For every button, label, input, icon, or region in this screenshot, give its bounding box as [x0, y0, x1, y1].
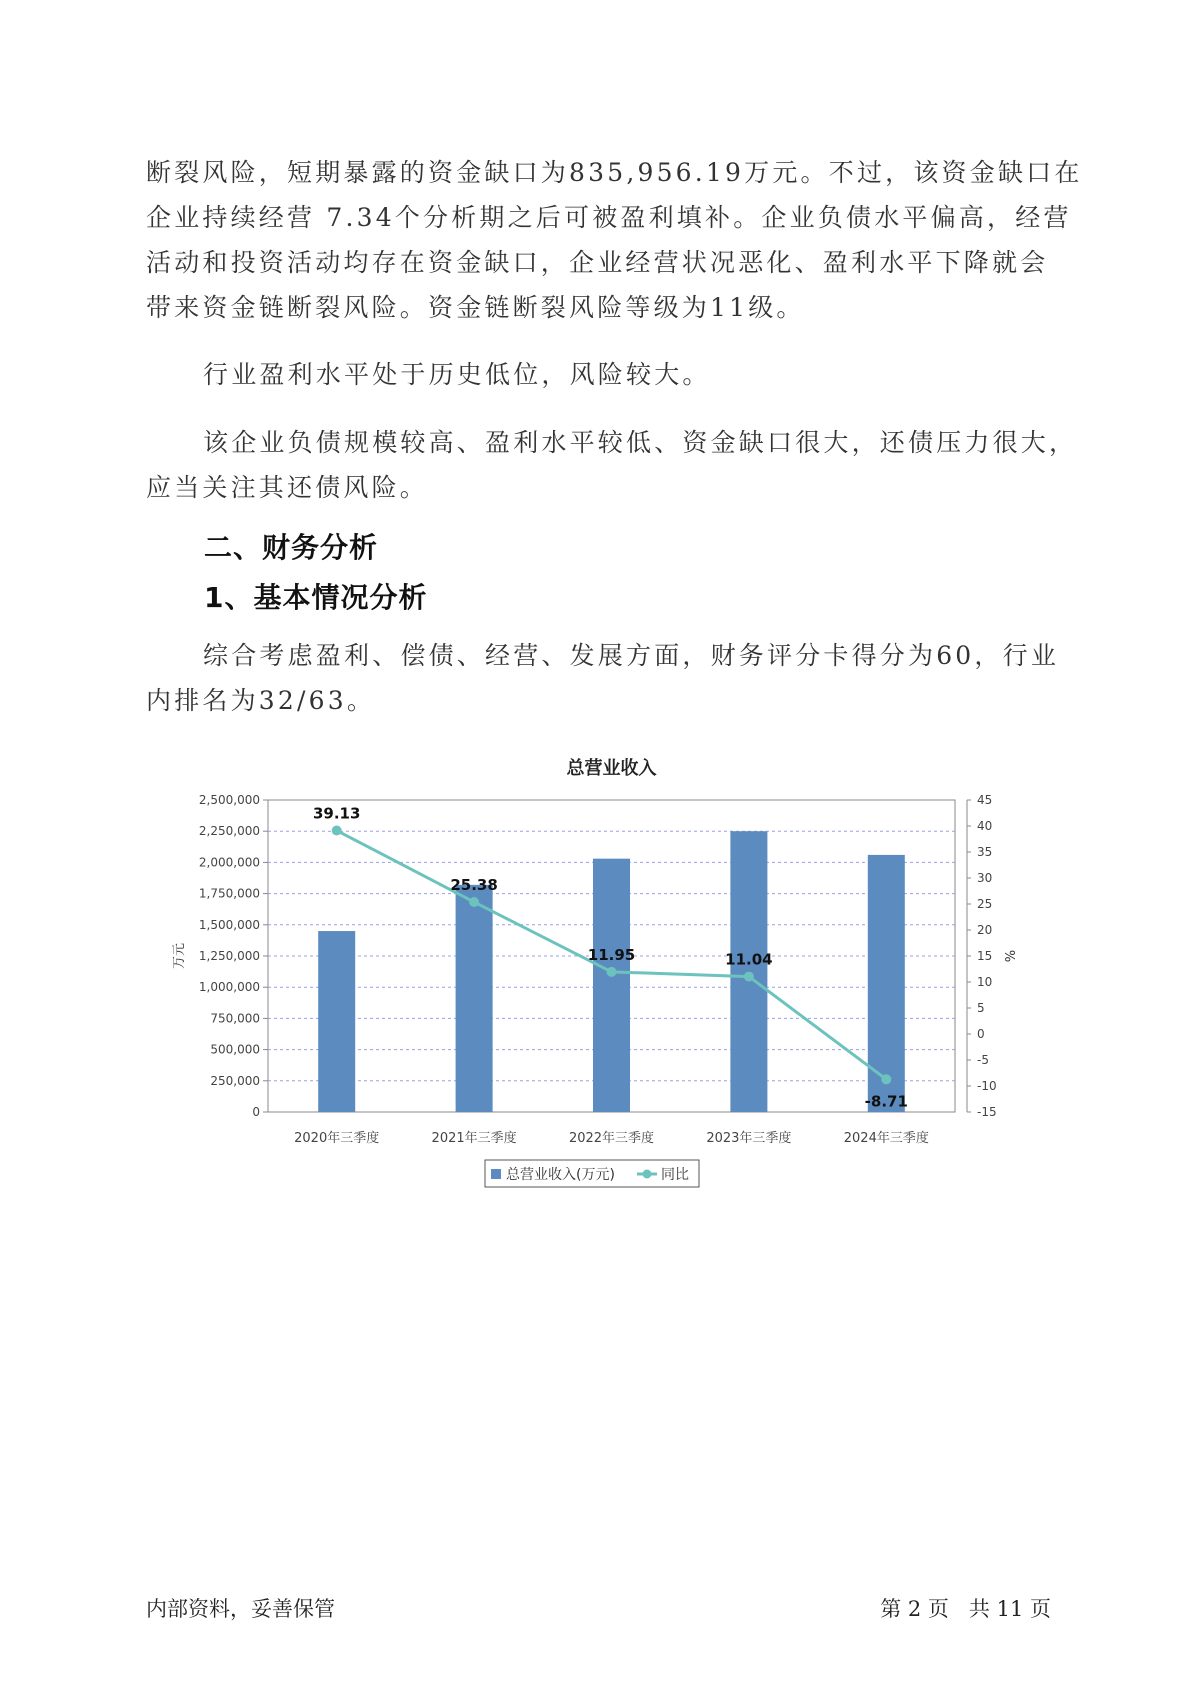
data-label: 11.95 [587, 945, 636, 964]
y-right-tick-label: 40 [977, 819, 993, 833]
data-label: -8.71 [864, 1092, 908, 1111]
yoy-point [469, 897, 479, 907]
chart-title: 总营业收入 [566, 758, 657, 779]
yoy-point [332, 826, 342, 836]
bar [318, 931, 355, 1112]
text-line: 综合考虑盈利、偿债、经营、发展方面，财务评分卡得分为60，行业 [203, 641, 1060, 670]
y-tick-label: 1,750,000 [198, 886, 260, 901]
text-line: 该企业负债规模较高、盈利水平较低、资金缺口很大，还债压力很大， [203, 428, 1078, 457]
y-right-tick-label: 15 [977, 949, 993, 963]
y-right-tick-label: 45 [977, 793, 993, 807]
bar [456, 885, 493, 1112]
y-right-tick-label: 5 [977, 1001, 985, 1015]
x-tick-label: 2020年三季度 [294, 1131, 380, 1146]
paragraph-basic-analysis [146, 633, 1066, 723]
bar [593, 859, 630, 1112]
y-axis-title: 万元 [172, 942, 187, 970]
text-line: 应当关注其还债风险。 [146, 473, 429, 502]
legend-bar-swatch [491, 1169, 501, 1179]
text-line: 活动和投资活动均存在资金缺口，企业经营状况恶化、盈利水平下降就会 [146, 248, 1049, 277]
data-label: 11.04 [725, 950, 773, 969]
revenue-chart-svg [172, 755, 1025, 1215]
legend-line-marker [643, 1170, 652, 1179]
text-line: 带来资金链断裂风险。资金链断裂风险等级为11级。 [146, 293, 805, 322]
text-line: 断裂风险，短期暴露的资金缺口为835,956.19万元。不过，该资金缺口在 [146, 158, 1083, 187]
y-tick-label: 2,000,000 [198, 855, 260, 870]
text-line: 企业持续经营 7.34个分析期之后可被盈利填补。企业负债水平偏高，经营 [146, 203, 1072, 232]
y-tick-label: 2,500,000 [198, 793, 260, 807]
y-tick-label: 250,000 [210, 1073, 260, 1088]
y-right-axis-title: % [1001, 949, 1016, 963]
y-tick-label: 0 [252, 1105, 260, 1119]
paragraph-industry-profit [146, 352, 1066, 397]
paragraph-debt-pressure [146, 420, 1078, 510]
y-right-tick-label: -5 [977, 1053, 989, 1067]
legend-label-yoy: 同比 [661, 1167, 689, 1183]
data-label: 25.38 [450, 876, 498, 895]
y-right-tick-label: 25 [977, 897, 993, 911]
subsection-heading: 1、基本情况分析 [204, 581, 428, 614]
y-tick-label: 1,250,000 [198, 949, 260, 963]
y-tick-label: 750,000 [210, 1011, 260, 1026]
y-right-tick-label: 30 [977, 871, 993, 885]
y-tick-label: 1,500,000 [198, 917, 260, 932]
footer-confidential: 内部资料，妥善保管 [146, 1597, 335, 1621]
x-tick-label: 2021年三季度 [431, 1131, 517, 1146]
y-right-tick-label: 20 [977, 923, 993, 937]
y-right-tick-label: 10 [977, 975, 993, 989]
y-right-tick-label: 35 [977, 845, 993, 859]
bar [868, 855, 905, 1112]
text-line: 内排名为32/63。 [146, 686, 376, 715]
y-tick-label: 500,000 [210, 1042, 260, 1057]
yoy-point [744, 972, 754, 982]
y-tick-label: 1,000,000 [198, 980, 260, 995]
x-tick-label: 2024年三季度 [843, 1131, 929, 1146]
revenue-chart [172, 755, 1025, 1215]
yoy-point [607, 967, 617, 977]
footer-page-number: 第 2 页 共 11 页 [880, 1597, 1051, 1621]
y-tick-label: 2,250,000 [198, 824, 260, 839]
text-line: 行业盈利水平处于历史低位，风险较大。 [203, 360, 711, 389]
x-tick-label: 2022年三季度 [568, 1131, 655, 1146]
y-right-tick-label: 0 [977, 1027, 985, 1041]
section-heading: 二、财务分析 [204, 531, 379, 564]
data-label: 39.13 [312, 804, 361, 823]
y-right-tick-label: -10 [977, 1079, 997, 1093]
legend-label-revenue: 总营业收入(万元) [506, 1167, 615, 1183]
yoy-point [881, 1074, 891, 1084]
x-tick-label: 2023年三季度 [706, 1131, 792, 1146]
y-right-tick-label: -15 [977, 1105, 997, 1119]
paragraph-risk-summary [146, 150, 1083, 330]
